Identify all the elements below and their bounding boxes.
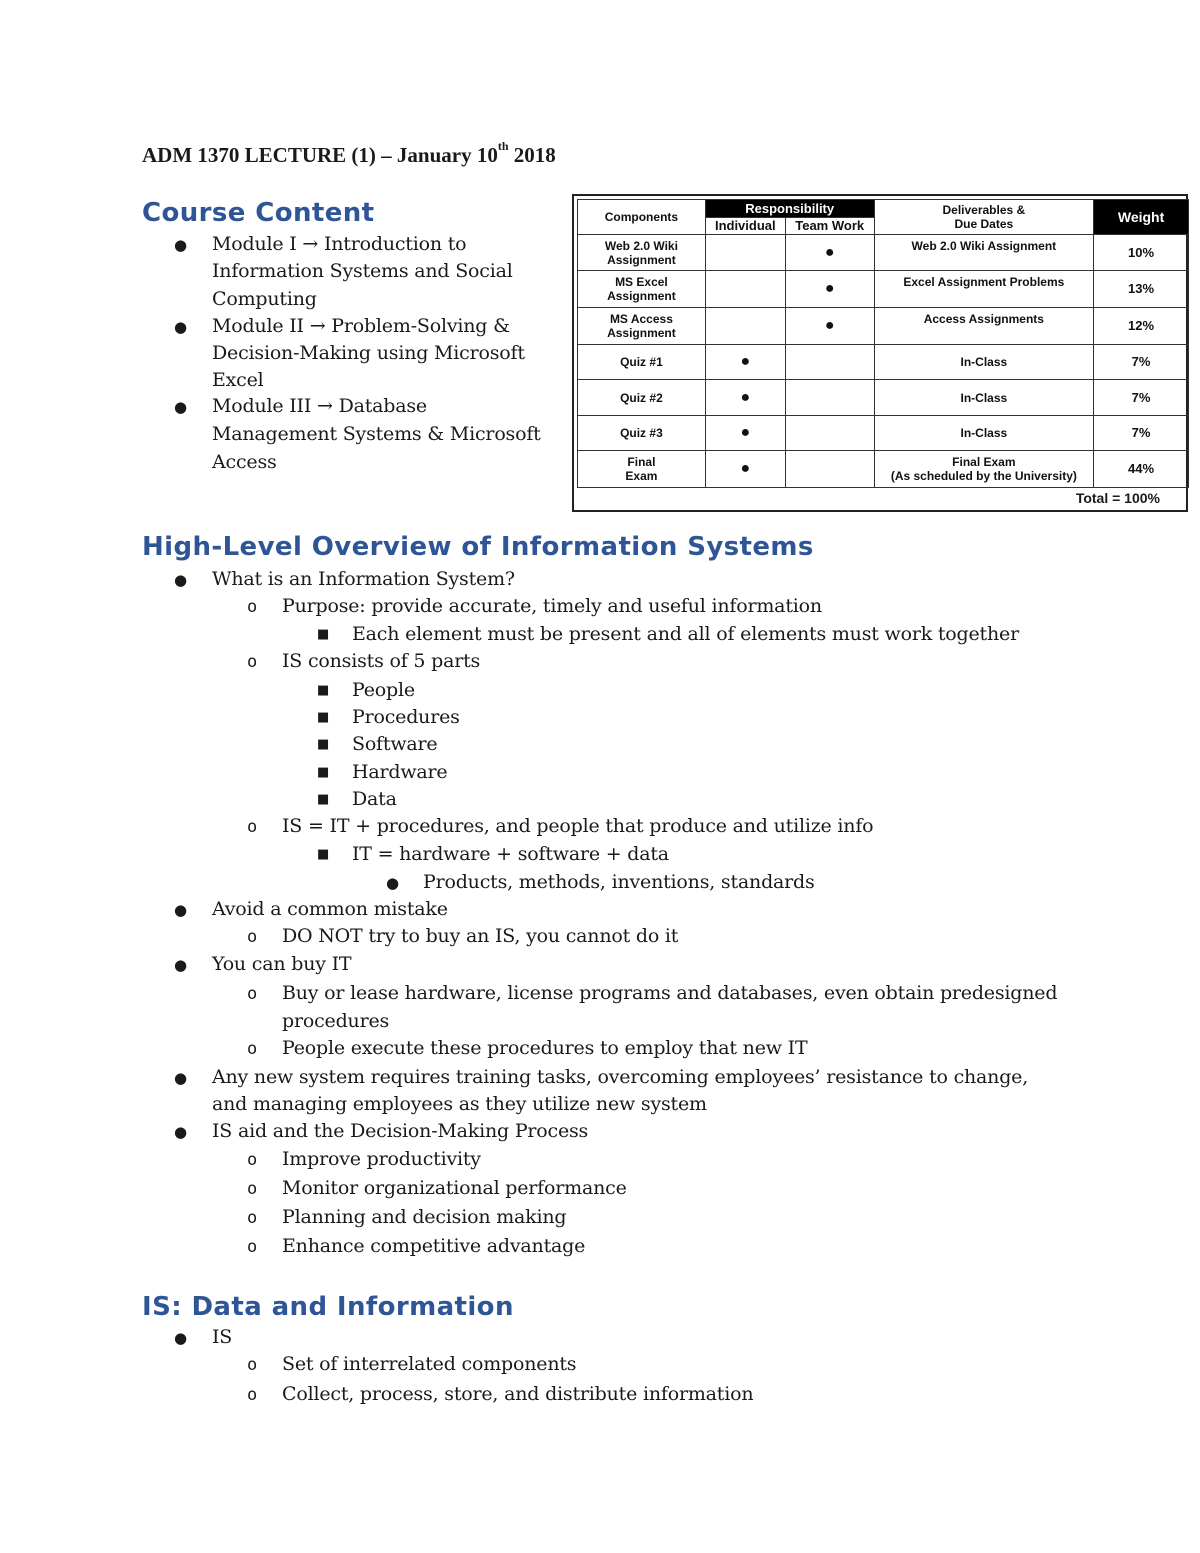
bullet-square: ■ — [317, 683, 330, 698]
bullet-square: ■ — [317, 737, 330, 752]
overview-line: Each element must be present and all of elements must work together — [352, 623, 1019, 645]
table-row — [578, 380, 1189, 416]
header-deliverables: Deliverables & Due Dates — [874, 200, 1094, 235]
header-individual: Individual — [705, 218, 785, 235]
cell-team: ● — [785, 235, 874, 271]
bullet-circle: o — [247, 1208, 258, 1228]
cell-component: MS Excel Assignment — [578, 271, 706, 308]
course-line: Excel — [212, 369, 264, 391]
cell-individual — [705, 308, 785, 345]
cell-individual: ● — [705, 451, 785, 488]
bullet-disc: ● — [174, 318, 188, 336]
data-info-line: Set of interrelated components — [282, 1353, 577, 1375]
cell-weight: 7% — [1094, 380, 1189, 416]
data-info-line: Collect, process, store, and distribute information — [282, 1383, 754, 1405]
overview-line: You can buy IT — [212, 953, 352, 975]
overview-line: Improve productivity — [282, 1148, 481, 1170]
overview-line: Software — [352, 733, 438, 755]
cell-deliverable: Web 2.0 Wiki Assignment — [874, 235, 1094, 271]
bullet-circle: o — [247, 1179, 258, 1199]
cell-weight: 12% — [1094, 308, 1189, 345]
overview-line: Any new system requires training tasks, overcoming employees’ resistance to change, — [212, 1066, 1029, 1088]
table-row — [578, 416, 1189, 451]
table-row — [578, 235, 1189, 271]
bullet-circle: o — [247, 1385, 258, 1405]
overview-line: IS aid and the Decision-Making Process — [212, 1120, 589, 1142]
overview-line: Products, methods, inventions, standards — [423, 871, 815, 893]
cell-component: Quiz #2 — [578, 380, 706, 416]
cell-weight: 7% — [1094, 345, 1189, 380]
cell-weight: 7% — [1094, 416, 1189, 451]
cell-individual: ● — [705, 345, 785, 380]
cell-deliverable: In-Class — [874, 345, 1094, 380]
overview-line: Procedures — [352, 706, 460, 728]
cell-weight: 44% — [1094, 451, 1189, 488]
heading-overview: High-Level Overview of Information Systems — [142, 532, 814, 562]
overview-line: Avoid a common mistake — [212, 898, 448, 920]
bullet-square: ■ — [317, 792, 330, 807]
cell-deliverable: Access Assignments — [874, 308, 1094, 345]
bullet-disc: ● — [174, 1069, 188, 1087]
cell-component: Final Exam — [578, 451, 706, 488]
bullet-circle: o — [247, 652, 258, 672]
cell-team — [785, 416, 874, 451]
heading-course-content: Course Content — [142, 198, 375, 228]
overview-line: Data — [352, 788, 397, 810]
cell-deliverable: Final Exam (As scheduled by the University) — [874, 451, 1094, 488]
cell-deliverable: In-Class — [874, 416, 1094, 451]
header-responsibility: Responsibility — [705, 200, 874, 218]
overview-line: People — [352, 679, 415, 701]
cell-individual — [705, 271, 785, 308]
overview-line: Planning and decision making — [282, 1206, 567, 1228]
cell-team — [785, 451, 874, 488]
overview-line: People execute these procedures to employ that new IT — [282, 1037, 808, 1059]
cell-team: ● — [785, 271, 874, 308]
overview-line: Buy or lease hardware, license programs and databases, even obtain predesigned — [282, 982, 1058, 1004]
overview-line: Monitor organizational performance — [282, 1177, 627, 1199]
cell-component: Quiz #3 — [578, 416, 706, 451]
cell-weight: 13% — [1094, 271, 1189, 308]
bullet-circle: o — [247, 597, 258, 617]
bullet-square: ■ — [317, 710, 330, 725]
bullet-square: ■ — [317, 847, 330, 862]
table-row — [578, 308, 1189, 345]
cell-component: Quiz #1 — [578, 345, 706, 380]
cell-deliverable: Excel Assignment Problems — [874, 271, 1094, 308]
bullet-circle: o — [247, 927, 258, 947]
header-weight: Weight — [1094, 200, 1189, 235]
overview-line: Purpose: provide accurate, timely and useful information — [282, 595, 822, 617]
bullet-circle: o — [247, 1150, 258, 1170]
bullet-disc: ● — [174, 398, 188, 416]
bullet-square: ■ — [317, 627, 330, 642]
overview-line: DO NOT try to buy an IS, you cannot do it — [282, 925, 679, 947]
document-title: ADM 1370 LECTURE (1) – January 10th 2018 — [142, 139, 556, 167]
cell-component: Web 2.0 Wiki Assignment — [578, 235, 706, 271]
bullet-disc: ● — [386, 874, 400, 892]
course-line: Management Systems & Microsoft — [212, 423, 541, 445]
bullet-disc: ● — [174, 1329, 188, 1347]
bullet-disc: ● — [174, 901, 188, 919]
overview-line: Hardware — [352, 761, 448, 783]
overview-line: IT = hardware + software + data — [352, 843, 669, 865]
bullet-disc: ● — [174, 236, 188, 254]
bullet-circle: o — [247, 1039, 258, 1059]
bullet-circle: o — [247, 1355, 258, 1375]
course-line: Module III → Database — [212, 395, 427, 417]
bullet-disc: ● — [174, 1123, 188, 1141]
course-line: Information Systems and Social — [212, 260, 513, 282]
table-row — [578, 451, 1189, 488]
overview-line: IS consists of 5 parts — [282, 650, 481, 672]
overview-line: What is an Information System? — [212, 568, 515, 590]
cell-weight: 10% — [1094, 235, 1189, 271]
course-line: Module II → Problem-Solving & — [212, 315, 510, 337]
cell-individual: ● — [705, 380, 785, 416]
bullet-circle: o — [247, 817, 258, 837]
overview-line: Enhance competitive advantage — [282, 1235, 586, 1257]
grading-table — [572, 194, 1188, 512]
bullet-circle: o — [247, 1237, 258, 1257]
cell-component: MS Access Assignment — [578, 308, 706, 345]
header-components: Components — [578, 200, 706, 235]
bullet-disc: ● — [174, 956, 188, 974]
bullet-square: ■ — [317, 765, 330, 780]
bullet-disc: ● — [174, 571, 188, 589]
header-team-work: Team Work — [785, 218, 874, 235]
heading-data-information: IS: Data and Information — [142, 1292, 514, 1322]
overview-line: procedures — [282, 1010, 390, 1032]
course-line: Decision-Making using Microsoft — [212, 342, 525, 364]
table-row — [578, 345, 1189, 380]
cell-deliverable: In-Class — [874, 380, 1094, 416]
overview-line: IS = IT + procedures, and people that produce and utilize info — [282, 815, 874, 837]
cell-team: ● — [785, 308, 874, 345]
cell-individual: ● — [705, 416, 785, 451]
cell-individual — [705, 235, 785, 271]
cell-team — [785, 380, 874, 416]
overview-line: and managing employees as they utilize new system — [212, 1093, 707, 1115]
course-line: Access — [212, 451, 277, 473]
table-row — [578, 271, 1189, 308]
course-line: Module I → Introduction to — [212, 233, 467, 255]
table-total: Total = 100% — [1075, 490, 1160, 506]
bullet-circle: o — [247, 984, 258, 1004]
data-info-line: IS — [212, 1326, 233, 1348]
course-line: Computing — [212, 288, 317, 310]
cell-team — [785, 345, 874, 380]
